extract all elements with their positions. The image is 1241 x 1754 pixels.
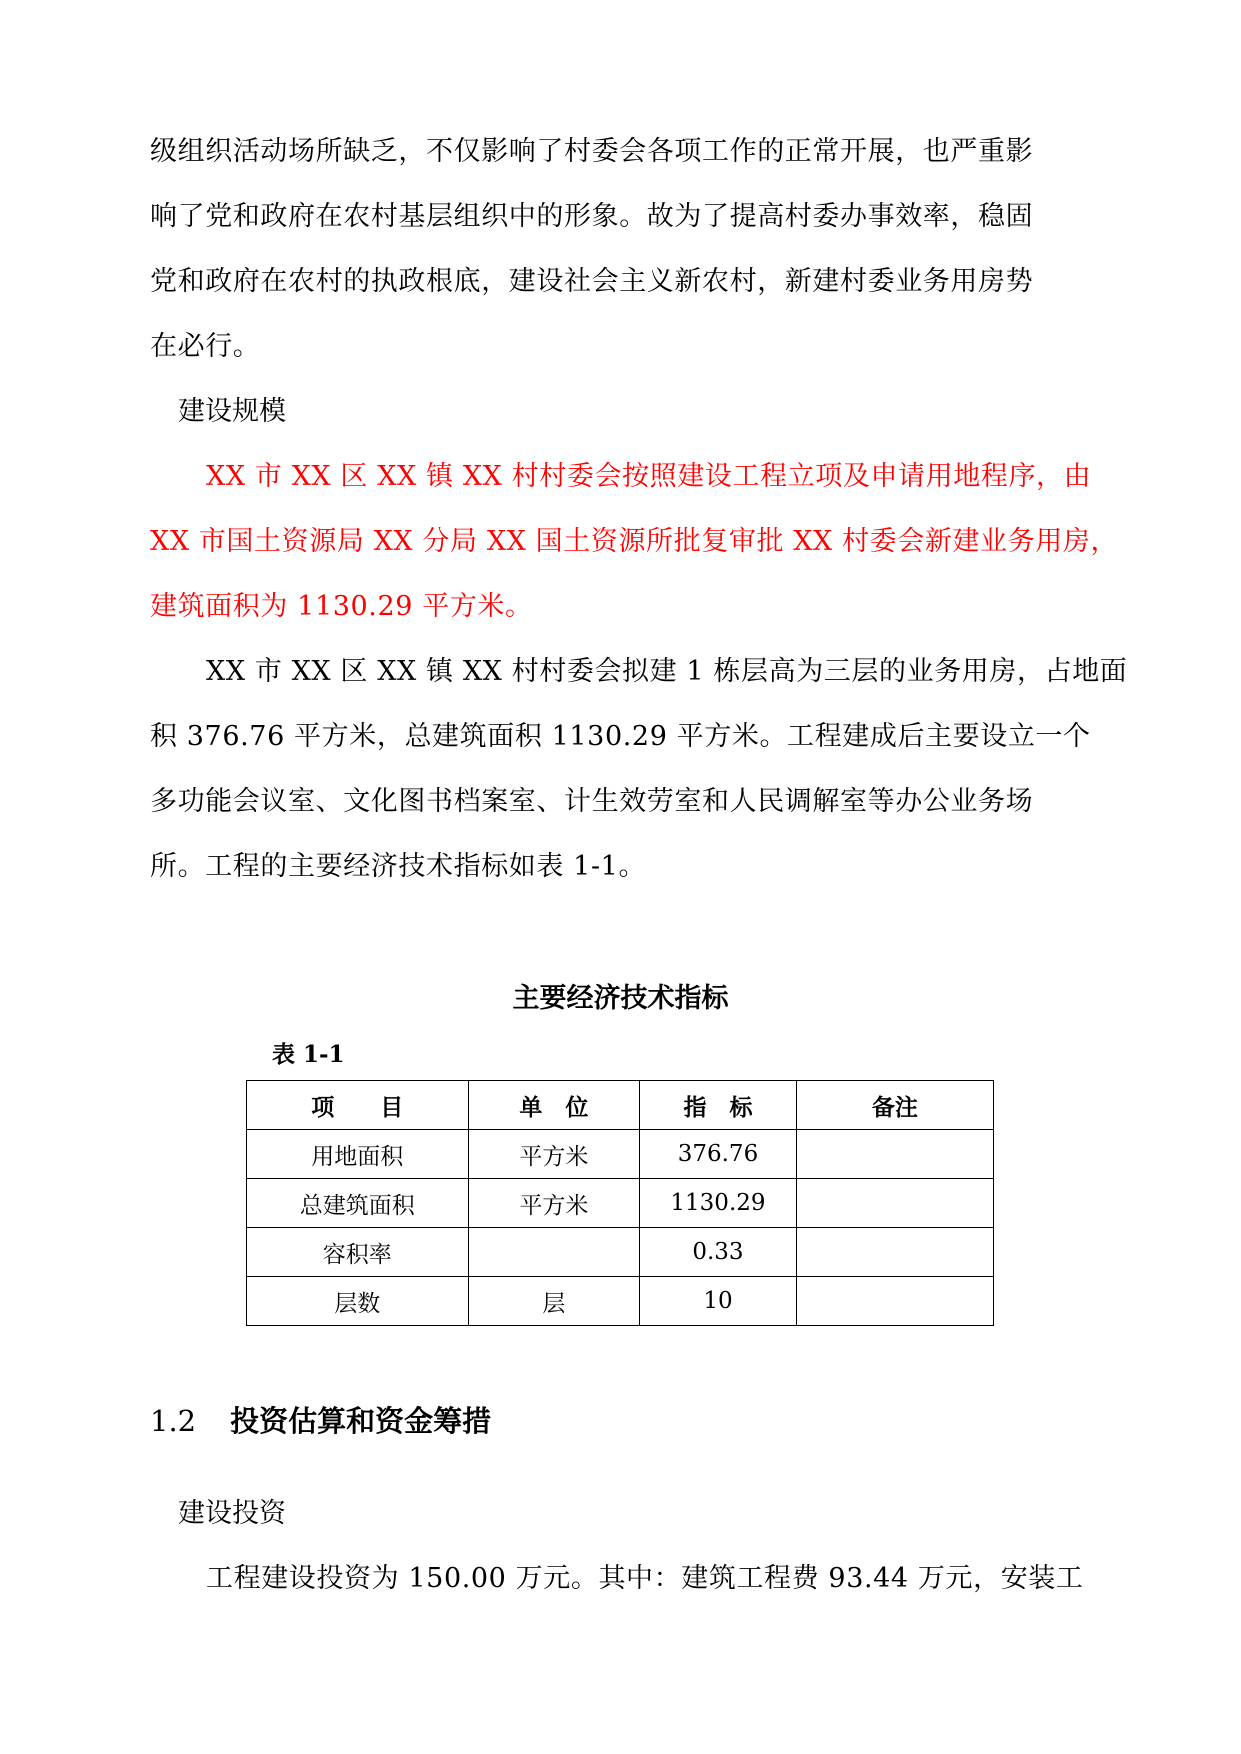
section-heading [150, 1404, 491, 1438]
table-cell: 用地面积 [247, 1130, 469, 1179]
table-row [247, 1277, 994, 1326]
table-cell [796, 1130, 993, 1179]
header-unit: 单 位 [468, 1081, 640, 1130]
table-cell: 层数 [247, 1277, 469, 1326]
table-cell: 0.33 [640, 1228, 796, 1277]
table-cell: 10 [640, 1277, 796, 1326]
header-remark: 备注 [796, 1081, 993, 1130]
table-cell: 总建筑面积 [247, 1179, 469, 1228]
table-cell: 平方米 [468, 1130, 640, 1179]
indicators-table [246, 1080, 994, 1326]
body-text-line: 积 376.76 平方米，总建筑面积 1130.29 平方米。工程建成后主要设立一个 [150, 721, 1091, 752]
table-cell: 层 [468, 1277, 640, 1326]
table-cell [468, 1228, 640, 1277]
table-cell [796, 1277, 993, 1326]
body-text-line: 级组织活动场所缺乏，不仅影响了村委会各项工作的正常开展，也严重影 [150, 136, 1034, 167]
subheading-construction-scale: 建设规模 [178, 396, 286, 427]
table-header-row [247, 1081, 994, 1130]
body-text-line: 所。工程的主要经济技术指标如表 1-1。 [150, 851, 647, 882]
body-text-line: 响了党和政府在农村基层组织中的形象。故为了提高村委办事效率，稳固 [150, 201, 1034, 232]
table-row [247, 1130, 994, 1179]
table-cell: 平方米 [468, 1179, 640, 1228]
table-cell: 376.76 [640, 1130, 796, 1179]
table-row [247, 1179, 994, 1228]
highlighted-text-line: XX 市 XX 区 XX 镇 XX 村村委会按照建设工程立项及申请用地程序，由 [206, 461, 1092, 492]
header-item: 项 目 [247, 1081, 469, 1130]
table-title: 主要经济技术指标 [512, 983, 729, 1014]
body-text-line: 党和政府在农村的执政根底，建设社会主义新农村，新建村委业务用房势 [150, 266, 1034, 297]
body-text-line: 在必行。 [150, 331, 261, 362]
table-cell [796, 1228, 993, 1277]
table-cell: 容积率 [247, 1228, 469, 1277]
body-text-line: 多功能会议室、文化图书档案室、计生效劳室和人民调解室等办公业务场 [150, 786, 1034, 817]
highlighted-text-line: XX 市国土资源局 XX 分局 XX 国土资源所批复审批 XX 村委会新建业务用房， [150, 526, 1119, 557]
table-row [247, 1228, 994, 1277]
subheading-construction-investment: 建设投资 [178, 1498, 286, 1529]
header-indicator: 指 标 [640, 1081, 796, 1130]
table-cell [796, 1179, 993, 1228]
body-text-line: XX 市 XX 区 XX 镇 XX 村村委会拟建 1 栋层高为三层的业务用房，占地面 [206, 656, 1128, 687]
table-label: 表 1-1 [272, 1041, 345, 1068]
highlighted-text-line: 建筑面积为 1130.29 平方米。 [150, 591, 533, 622]
table-cell: 1130.29 [640, 1179, 796, 1228]
body-text-line: 工程建设投资为 150.00 万元。其中：建筑工程费 93.44 万元，安装工 [206, 1563, 1084, 1594]
section-number: 1.2 [150, 1404, 197, 1438]
section-title: 投资估算和资金筹措 [230, 1404, 492, 1438]
